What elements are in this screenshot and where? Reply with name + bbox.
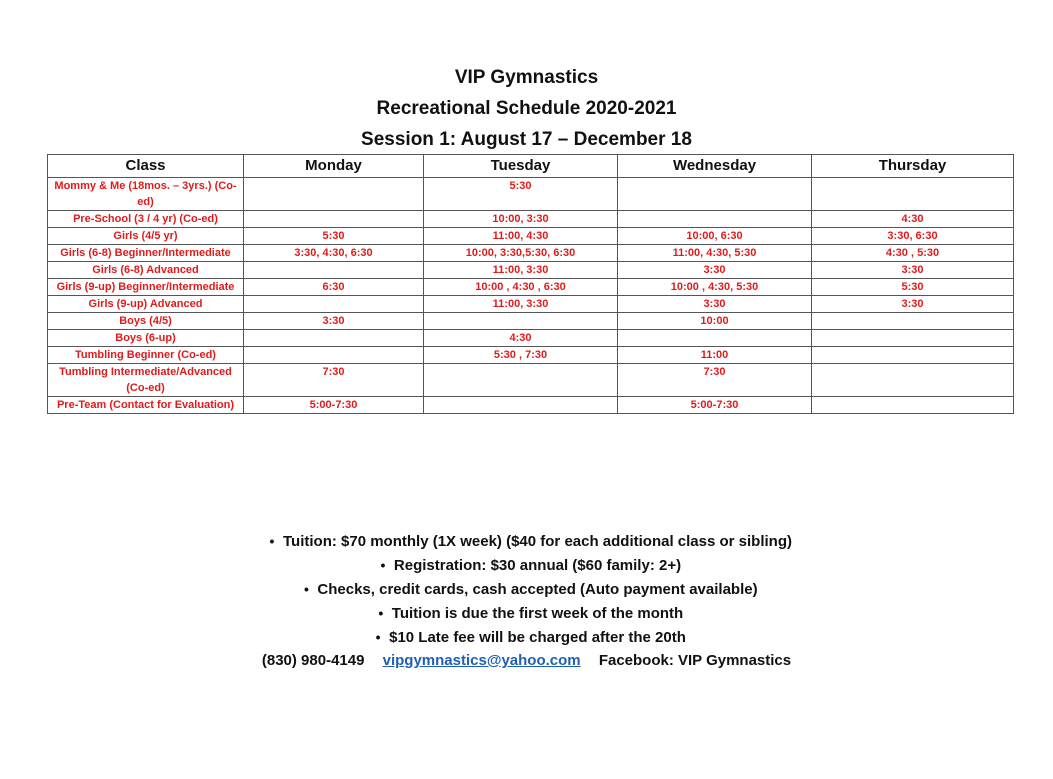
wednesday-cell: 3:30 [618, 296, 812, 313]
wednesday-cell [618, 178, 812, 211]
tuesday-cell: 5:30 [424, 178, 618, 211]
monday-cell [244, 296, 424, 313]
schedule-table [47, 154, 1014, 414]
column-header-monday: Monday [244, 155, 424, 178]
column-header-tuesday: Tuesday [424, 155, 618, 178]
wednesday-cell: 3:30 [618, 262, 812, 279]
monday-cell: 5:30 [244, 228, 424, 245]
class-cell: Tumbling Beginner (Co-ed) [48, 347, 244, 364]
monday-cell: 3:30 [244, 313, 424, 330]
thursday-cell [812, 397, 1014, 414]
thursday-cell: 3:30 [812, 296, 1014, 313]
schedule-row [48, 245, 1014, 262]
tuesday-cell: 11:00, 3:30 [424, 262, 618, 279]
monday-cell: 3:30, 4:30, 6:30 [244, 245, 424, 262]
wednesday-cell: 5:00-7:30 [618, 397, 812, 414]
monday-cell [244, 330, 424, 347]
note-late-fee: • $10 Late fee will be charged after the 20th [0, 625, 1053, 649]
tuesday-cell [424, 397, 618, 414]
class-cell: Mommy & Me (18mos. – 3yrs.) (Co-ed) [48, 178, 244, 211]
thursday-cell: 4:30 , 5:30 [812, 245, 1014, 262]
thursday-cell: 3:30, 6:30 [812, 228, 1014, 245]
wednesday-cell: 10:00 , 4:30, 5:30 [618, 279, 812, 296]
contact-line [0, 649, 1053, 673]
schedule-row [48, 279, 1014, 296]
note-due-date: • Tuition is due the first week of the month [0, 601, 1053, 625]
bullet-icon: • [303, 581, 309, 597]
monday-cell: 7:30 [244, 364, 424, 397]
note-tuition: • Tuition: $70 monthly (1X week) ($40 for each additional class or sibling) [0, 529, 1053, 553]
wednesday-cell: 11:00 [618, 347, 812, 364]
thursday-cell [812, 313, 1014, 330]
thursday-cell [812, 347, 1014, 364]
contact-email-link[interactable]: vipgymnastics@yahoo.com [382, 652, 581, 669]
title-block [0, 62, 1053, 155]
notes-list [0, 529, 1053, 649]
wednesday-cell [618, 330, 812, 347]
schedule-row [48, 296, 1014, 313]
wednesday-cell: 10:00 [618, 313, 812, 330]
monday-cell [244, 347, 424, 364]
class-cell: Tumbling Intermediate/Advanced (Co-ed) [48, 364, 244, 397]
class-cell: Pre-Team (Contact for Evaluation) [48, 397, 244, 414]
wednesday-cell: 7:30 [618, 364, 812, 397]
class-cell: Girls (9-up) Beginner/Intermediate [48, 279, 244, 296]
page-title: VIP Gymnastics [454, 67, 599, 88]
class-cell: Girls (4/5 yr) [48, 228, 244, 245]
schedule-body [48, 178, 1014, 414]
monday-cell [244, 178, 424, 211]
bullet-icon: • [269, 533, 275, 549]
bullet-icon: • [380, 557, 386, 573]
class-cell: Boys (4/5) [48, 313, 244, 330]
tuesday-cell [424, 313, 618, 330]
column-header-wednesday: Wednesday [618, 155, 812, 178]
bullet-icon: • [378, 605, 384, 621]
schedule-row [48, 330, 1014, 347]
thursday-cell: 5:30 [812, 279, 1014, 296]
note-registration: • Registration: $30 annual ($60 family: 2+) [0, 553, 1053, 577]
schedule-row [48, 397, 1014, 414]
note-payment: • Checks, credit cards, cash accepted (Auto payment available) [0, 577, 1053, 601]
monday-cell: 5:00-7:30 [244, 397, 424, 414]
schedule-row [48, 313, 1014, 330]
monday-cell [244, 262, 424, 279]
wednesday-cell: 10:00, 6:30 [618, 228, 812, 245]
schedule-header-row [48, 155, 1014, 178]
thursday-cell [812, 330, 1014, 347]
tuesday-cell: 10:00, 3:30,5:30, 6:30 [424, 245, 618, 262]
schedule-row [48, 178, 1014, 211]
tuesday-cell [424, 364, 618, 397]
tuesday-cell: 10:00 , 4:30 , 6:30 [424, 279, 618, 296]
thursday-cell [812, 364, 1014, 397]
column-header-class: Class [48, 155, 244, 178]
class-cell: Girls (6-8) Advanced [48, 262, 244, 279]
tuesday-cell: 5:30 , 7:30 [424, 347, 618, 364]
contact-phone: (830) 980-4149 [261, 652, 365, 669]
thursday-cell: 3:30 [812, 262, 1014, 279]
class-cell: Pre-School (3 / 4 yr) (Co-ed) [48, 211, 244, 228]
schedule-row [48, 364, 1014, 397]
page-subtitle: Recreational Schedule 2020-2021 [376, 98, 677, 119]
monday-cell [244, 211, 424, 228]
tuesday-cell: 11:00, 4:30 [424, 228, 618, 245]
schedule-row [48, 262, 1014, 279]
schedule-row [48, 347, 1014, 364]
tuesday-cell: 10:00, 3:30 [424, 211, 618, 228]
schedule-row [48, 211, 1014, 228]
thursday-cell: 4:30 [812, 211, 1014, 228]
contact-facebook: Facebook: VIP Gymnastics [598, 652, 792, 669]
class-cell: Girls (6-8) Beginner/Intermediate [48, 245, 244, 262]
bullet-icon: • [375, 629, 381, 645]
tuesday-cell: 4:30 [424, 330, 618, 347]
class-cell: Girls (9-up) Advanced [48, 296, 244, 313]
tuesday-cell: 11:00, 3:30 [424, 296, 618, 313]
thursday-cell [812, 178, 1014, 211]
class-cell: Boys (6-up) [48, 330, 244, 347]
notes-section [0, 529, 1053, 673]
column-header-thursday: Thursday [812, 155, 1014, 178]
schedule-row [48, 228, 1014, 245]
monday-cell: 6:30 [244, 279, 424, 296]
session-dates: Session 1: August 17 – December 18 [361, 129, 692, 150]
wednesday-cell [618, 211, 812, 228]
wednesday-cell: 11:00, 4:30, 5:30 [618, 245, 812, 262]
